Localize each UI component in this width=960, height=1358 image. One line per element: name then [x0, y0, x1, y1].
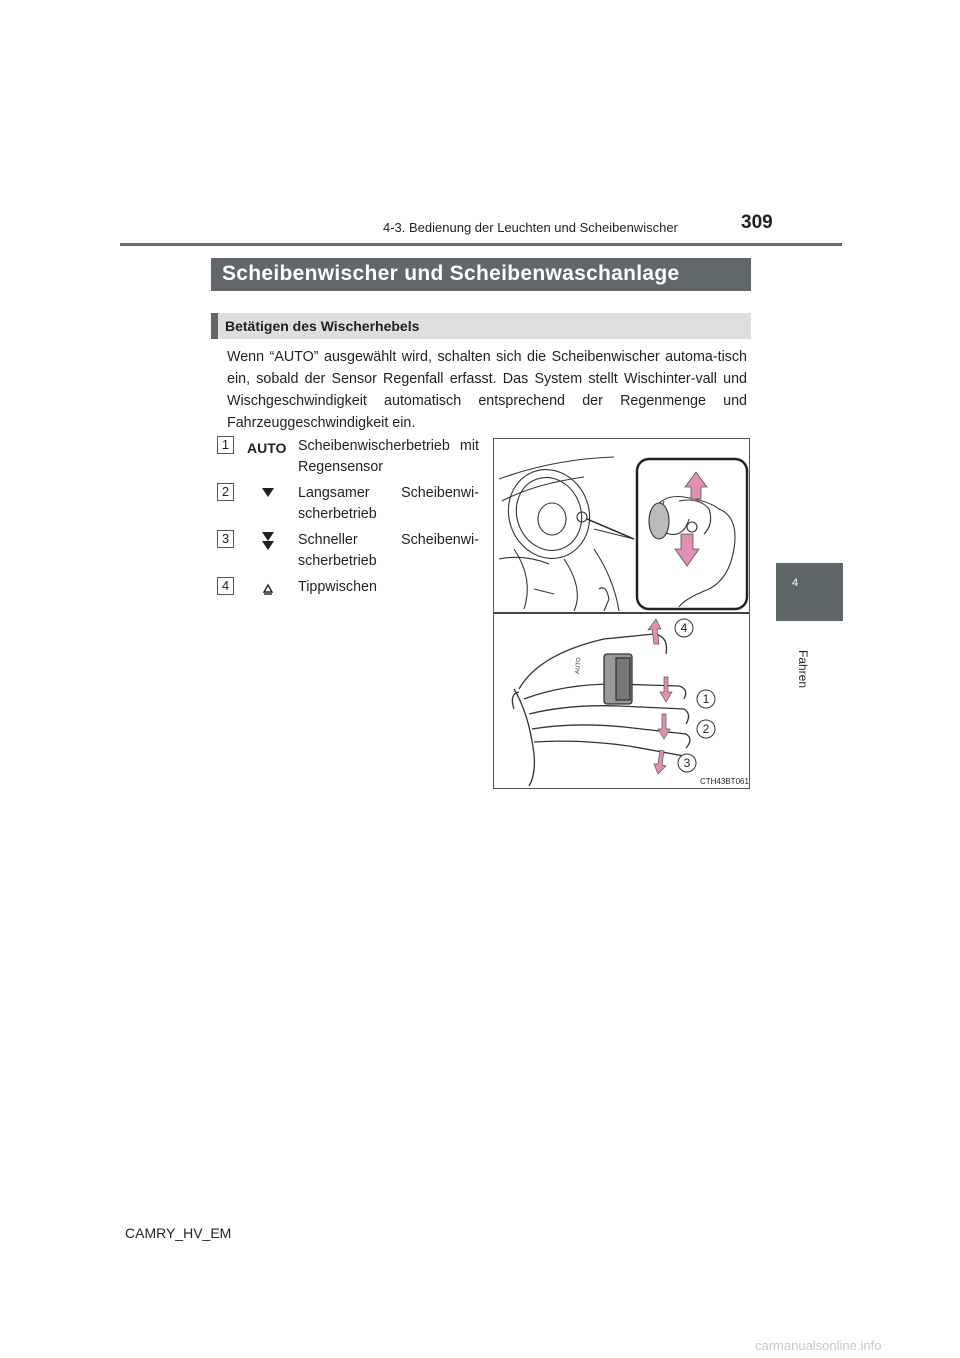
arrow-down-icon [660, 677, 672, 702]
section-title: Scheibenwischer und Scheibenwaschanlage [211, 258, 751, 291]
image-code: CTH43BT061 [700, 777, 749, 786]
page-number: 309 [741, 212, 773, 233]
arrow-down-icon [658, 714, 670, 739]
legend-number: 1 [217, 436, 234, 454]
single-triangle-down-icon [243, 484, 289, 512]
auto-text-icon [243, 437, 289, 465]
callout-1 [697, 690, 715, 708]
lever-auto-label: AUTO [575, 657, 583, 675]
chapter-number: 4 [792, 577, 799, 589]
chapter-tab [776, 563, 843, 621]
callout-number: 1 [702, 692, 710, 706]
legend-label: Scheibenwischerbetrieb mit Regensensor [298, 438, 479, 475]
subsection-title: Betätigen des Wischerhebels [225, 318, 420, 334]
running-head: 4-3. Bedienung der Leuchten und Scheibenwischer [383, 220, 678, 235]
auto-icon-text: AUTO [247, 440, 287, 456]
arrow-down-icon [654, 750, 666, 774]
outline-triangle-up-icon [243, 578, 289, 606]
callout-4 [675, 619, 693, 637]
chapter-label: Fahren [796, 650, 810, 689]
intro-paragraph: Wenn “AUTO” ausgewählt wird, schalten sich die Scheibenwischer automa-tisch ein, sobald der Sensor Regenfall erfasst. Das System stellt Wischinter-vall und Wischgeschwindigkeit automatisch entsprechend der Regenmenge und Fahrzeuggeschwindigkeit ein. [227, 349, 747, 431]
subsection-header [211, 313, 751, 339]
legend-number: 3 [217, 530, 234, 548]
double-triangle-down-icon [243, 531, 289, 559]
lever-positions-illustration [494, 614, 749, 789]
legend-number: 4 [217, 577, 234, 595]
legend-number: 2 [217, 483, 234, 501]
legend-label: Langsamer Scheibenwi-scherbetrieb [298, 485, 479, 522]
car-interior-illustration [494, 439, 749, 612]
wiper-lever-illustration [493, 438, 750, 789]
watermark: carmanualsonline.info [755, 1338, 882, 1353]
callout-number: 2 [702, 722, 710, 736]
callout-number: 4 [680, 621, 688, 635]
legend-label: Tippwischen [298, 579, 377, 595]
header-rule [120, 243, 842, 246]
callout-2 [697, 720, 715, 738]
subsection-accent-bar [211, 313, 218, 339]
callout-number: 3 [683, 756, 691, 770]
arrow-up-icon [648, 619, 661, 644]
callout-3 [678, 754, 696, 772]
footer-model-code: CAMRY_HV_EM [125, 1225, 232, 1241]
legend-label: Schneller Scheibenwi-scherbetrieb [298, 532, 479, 569]
